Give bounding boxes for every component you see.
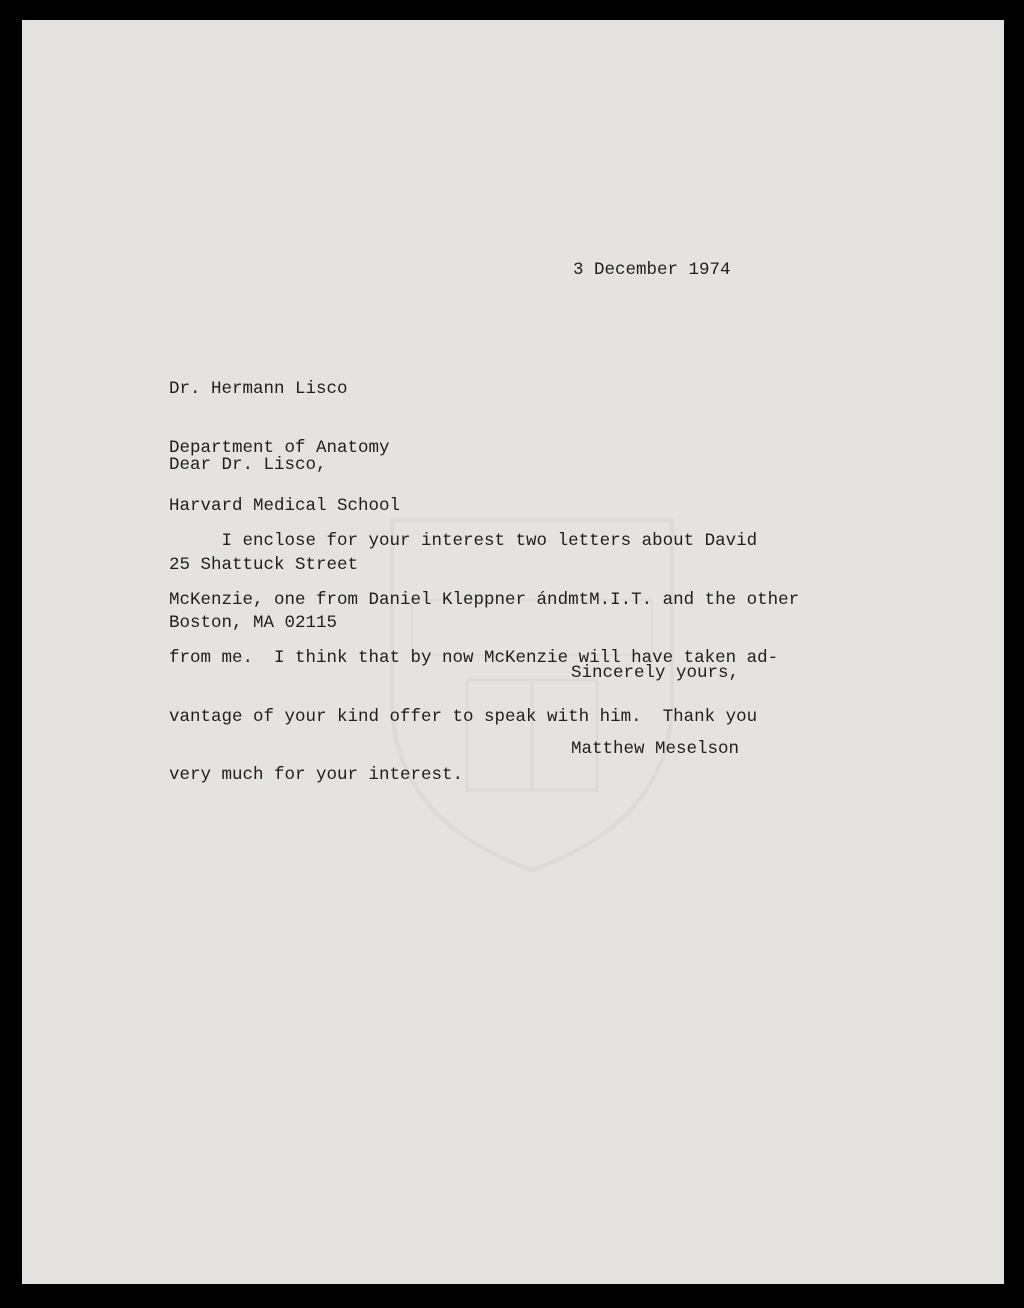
recipient-department: Department of Anatomy bbox=[169, 437, 390, 458]
closing: Sincerely yours, bbox=[571, 663, 740, 683]
recipient-institution: Harvard Medical School bbox=[169, 496, 401, 516]
signer-name: Matthew Meselson bbox=[571, 739, 740, 759]
letter-date: 3 December 1974 bbox=[573, 260, 731, 280]
body-line: McKenzie, one from Daniel Kleppner ándmtM.I.T. and the other bbox=[169, 589, 800, 610]
recipient-name: Dr. Hermann Lisco bbox=[169, 379, 348, 399]
body-line: vantage of your kind offer to speak with him. Thank you bbox=[169, 706, 758, 727]
recipient-city-state-zip: Boston, MA 02115 bbox=[169, 613, 338, 633]
body-line: from me. I think that by now McKenzie will have taken ad- bbox=[169, 648, 779, 668]
recipient-street: 25 Shattuck Street bbox=[169, 554, 359, 575]
body-line: very much for your interest. bbox=[169, 765, 464, 785]
letter-body bbox=[169, 493, 799, 825]
body-line: I enclose for your interest two letters about David bbox=[169, 531, 758, 551]
letter-page bbox=[22, 20, 1004, 1284]
salutation: Dear Dr. Lisco, bbox=[169, 455, 327, 475]
